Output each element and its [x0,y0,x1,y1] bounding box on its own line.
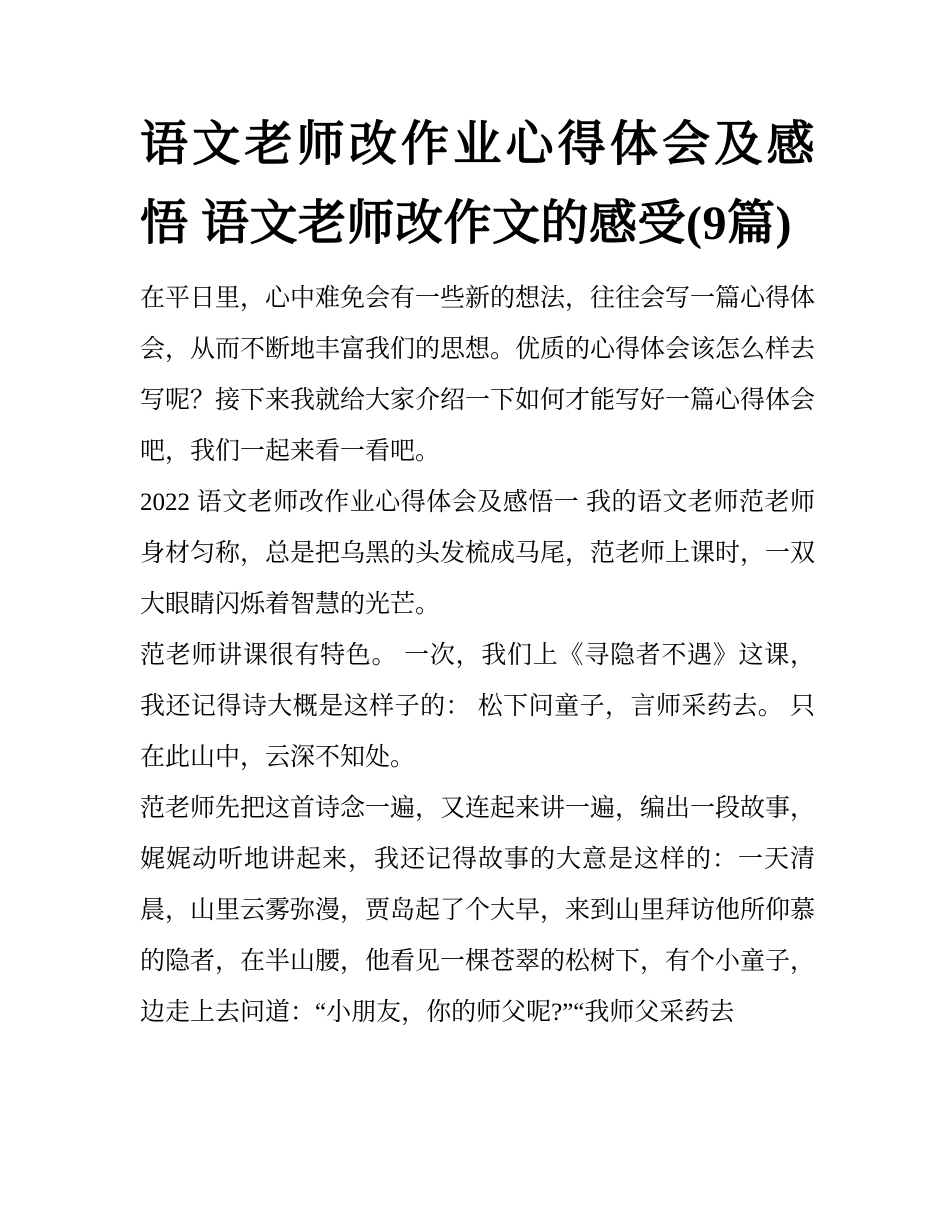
document-title: 语文老师改作业心得体会及感悟 语文老师改作文的感受(9篇) [140,118,815,250]
paragraph-intro: 在平日里，心中难免会有一些新的想法，往往会写一篇心得体会，从而不断地丰富我们的思想。优质的心得体会该怎么样去写呢？接下来我就给大家介绍一下如何才能写好一篇心得体会吧，我们一起来看一看吧。 [140,285,816,465]
paragraph-teacher-description: 2022 语文老师改作业心得体会及感悟一 我的语文老师范老师身材匀称，总是把乌黑的头发梳成马尾，范老师上课时，一双大眼睛闪烁着智慧的光芒。 [140,489,816,618]
paragraph-story: 范老师先把这首诗念一遍，又连起来讲一遍，编出一段故事，娓娓动听地讲起来，我还记得故事的大意是这样的：一天清晨，山里云雾弥漫，贾岛起了个大早，来到山里拜访他所仰慕的隐者，在半山腰，他看见一棵苍翠的松树下，有个小童子，边走上去问道：“小朋友，你的师父呢?”“我师父采药去 [140,795,816,1026]
paragraph-poem: 范老师讲课很有特色。 一次，我们上《寻隐者不遇》这课，我还记得诗大概是这样子的： 松下问童子，言师采药去。 只在此山中，云深不知处。 [140,642,815,771]
